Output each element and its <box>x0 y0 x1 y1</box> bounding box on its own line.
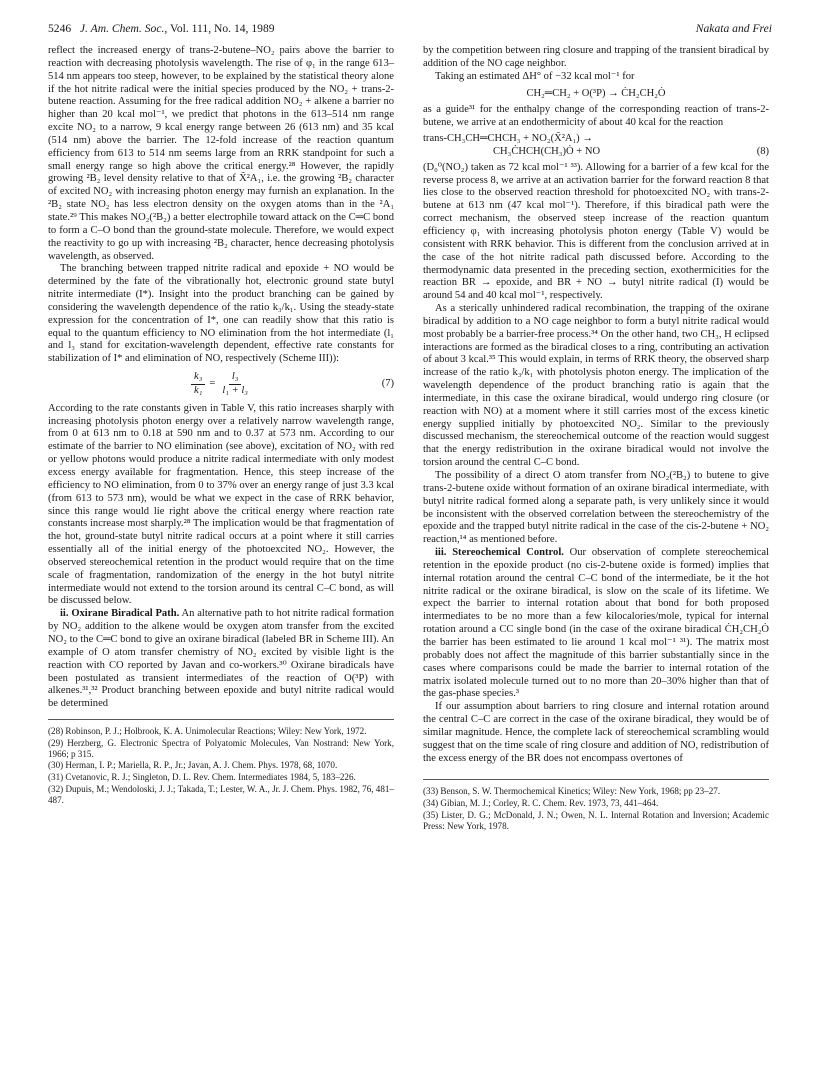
fraction-numerator: k₃ <box>191 371 205 385</box>
fraction-numerator: l₃ <box>229 371 242 385</box>
running-header <box>48 22 772 38</box>
page-number: 5246 <box>48 22 72 35</box>
paragraph: According to the rate constants given in Table V, this ratio increases sharply with increasing photolysis photon energy over a relatively narrow wavelength range, from 0 at 613 nm to 0.18 at 590 nm and to 0.37 at 573 nm. According to our estimate of the barrier to NO elimination (see above), excitation of NO₂ with red or yellow photons would produce a nitrite radical intermediate with only modest excess energy available for fragmentation. Hence, this steep increase of the efficiency to NO elimination, from 0 to 37% over an energy range of just 3.3 kcal (from 613 to 573 nm), would be what we expect in the case of RRK behavior, since this range would lie right above the critical energy where reaction rate constants increase most sharply.²⁸ The implication would be that fragmentation of the hot, ground-state butyl nitrite radical occurs at a point where it still carries essentially all of the initial energy of the photoexcited NO₂. However, the observed stereochemical retention in the product would require that on the time scale of fragmentation, randomization of the energy in the hot butyl nitrite intermediate would not extend to the torsion around its central C–C bond, as will be discussed below. <box>48 402 394 607</box>
fraction-rhs <box>219 371 251 398</box>
equation-8-line2: CH₃ĊHCH(CH₃)Ȯ + NO <box>493 145 601 157</box>
footnote: (29) Herzberg, G. Electronic Spectra of Polyatomic Molecules, Van Nostrand: New York, 1966; p 315. <box>48 737 394 759</box>
section-heading: ii. Oxirane Biradical Path. <box>60 608 180 620</box>
fraction-lhs <box>191 371 205 398</box>
paragraph: The branching between trapped nitrite radical and epoxide + NO would be determined by the fate of the vibrationally hot, electronic ground state butyl nitrite intermediate (I*). Insight into the product branching can be gained by considering the wavelength dependence of the ratio k₃/k₁. Using the steady-state expression for the concentration of I*, one can readily show that this ratio is equal to the quantum efficiency to NO elimination from the hot intermediate (l₁ and l₃ stand for excitation-wavelength dependent, effective rate constants for stabilization of I* and elimination of NO, respectively (Scheme III)): <box>48 263 394 365</box>
equation-8-line1: trans-CH₃CH═CHCH₃ + NO₂(X̃²A₁) → <box>423 133 593 145</box>
paragraph: The possibility of a direct O atom transfer from NO₂(²B₂) to butene to give trans-2-butene oxide without formation of an oxirane biradical intermediate, with butyl nitrite radical formed along a separate path, is very unlikely since it would be inconsistent with the observed correlation between the stereochemistry of the epoxide and the trapped butyl nitrite radical in the case of the cis-2-butene + NO₂ reaction,¹⁴ as mentioned before. <box>423 470 769 546</box>
paragraph <box>48 608 394 711</box>
authors: Nakata and Frei <box>695 22 772 35</box>
paragraph: as a guide³¹ for the enthalpy change of the corresponding reaction of trans-2-butene, we arrive at an endothermicity of about 40 kcal for the reaction <box>423 104 769 129</box>
equation-8-line2-row <box>423 146 769 159</box>
paragraph: by the competition between ring closure and trapping of the transient biradical by addition of the NO cage neighbor. <box>423 45 769 69</box>
paragraph: reflect the increased energy of trans-2-butene–NO₂ pairs above the barrier to reaction with decreasing photolysis wavelength. The rise of φ₁ in the range 613–514 nm appears too steep, however, to be explained by the statistical theory alone if the hot nitrite radical were the initial species produced by the NO₂ + trans-2-butene reaction. Assuming for the free radical addition NO₂ + alkene a barrier no higher than 20 kcal mol⁻¹, we predict that photons in the 613–514 nm range excite NO₂ to a narrow, 9 kcal energy range between 26 (613 nm) and 35 kcal (514 nm) above the barrier. The 12-fold increase of the reaction quantum efficiency from 613 to 514 nm seems large from an RRK standpoint for such a small energy range so high above the critical energy.²⁸ However, the rapidly growing ²B₂ level density relative to that of X̃²A₁, i.e. the growing ²B₂ character of excited NO₂ with increasing photon energy may furnish an explanation. In the ²B₂ state NO₂ has less electron density on the oxygen atoms than in the ²A₁ state.²⁹ This makes NO₂(²B₂) a better electrophile toward attack on the C═C bond to form a C–O bond than the ground-state molecule. Therefore, we would expect the reactivity to go up with increasing ²B₂ character, hence decreasing photolysis wavelength, as observed. <box>48 45 394 262</box>
paragraph: (D₀⁰(NO₂) taken as 72 kcal mol⁻¹ ³³). Allowing for a barrier of a few kcal for the reverse process 8, we arrive at an activation barrier for the forward reaction 8 that lies close to the observed reaction threshold for photoexcited NO₂ with trans-2-butene at 613 nm (47 kcal mol⁻¹). Therefore, if this biradical path were the correct mechanism, the observed steep increase of the reaction quantum efficiency φ₁ with increasing photolysis photon energy (Table V) would be consistent with RRK behavior. This is different from the conclusion arrived at in the case of the hot nitrite radical path discussed before. According to the thermodynamic data presented in the preceding section, exothermicities for the reaction BR → epoxide, and BR + NO → butyl nitrite radical (I) would be around 54 and 40 kcal mol⁻¹, respectively. <box>423 161 769 302</box>
footnotes <box>48 719 394 806</box>
right-column <box>423 45 769 833</box>
footnote: (35) Lister, D. G.; McDonald, J. N.; Owen, N. L. Internal Rotation and Inversion; Academic Press: New York, 1978. <box>423 810 769 831</box>
equals-sign: = <box>209 378 216 390</box>
header-left <box>48 22 275 35</box>
paragraph: If our assumption about barriers to ring closure and internal rotation around the central C–C are correct in the case of the oxirane biradical, they would be of similar magnitude. Hence, the complete lack of stereochemical scrambling would suggest that on the time scale of ring closure and addition of NO, redistribution of the excess energy of the BR does not encompass overtones of <box>423 701 769 764</box>
equation-oxirane: CH₂═CH₂ + O(³P) → ĊH₂CH₂Ȯ <box>526 87 666 99</box>
paragraph-text: Our observation of complete stereochemical retention in the epoxide product (no cis-2-butene oxide is formed) implies that internal rotation around the central C–C bond of the intermediate, be it the hot nitrite radical or the oxirane biradical, is slow on the scale of its lifetime. We expect the barrier to internal rotation about that bond for both proposed intermediates to be no more than a few kilocalories/mole, typical for internal rotation around a CC single bond (in the case of the oxirane biradical ĊH₂CH₂Ȯ the barrier has been estimated to lie around 1 kcal mol⁻¹ ³¹). The matrix most probably does not affect the magnitude of this barrier substantially since in the cases where comparisons could be made the barrier to internal rotation of the matrix isolated molecule turned out to no more than 20–30% higher than that of the gas-phase species.³ <box>423 547 769 700</box>
paragraph-text: An alternative path to hot nitrite radical formation by NO₂ addition to the alkene would be oxygen atom transfer from the excited NO₂ to the C═C bond to give an oxirane biradical (labeled BR in Scheme III). An example of O atom transfer chemistry of NO₂ excited by visible light is the reaction with CO reported by Javan and co-workers.³⁰ Oxirane biradicals have been postulated as transient intermediates of the reaction of O(³P) with alkenes.³¹,³² Product branching between epoxide and butyl nitrite radical would be determined <box>48 608 394 710</box>
footnotes <box>423 779 769 831</box>
journal-name: J. Am. Chem. Soc., <box>79 22 168 35</box>
paragraph: As a sterically unhindered radical recombination, the trapping of the oxirane biradical by addition to a NO cage neighbor to form a butyl nitrite radical would most probably be a barrier-free process.³⁴ On the other hand, two CH₃, H eclipsed interactions are formed as the biradical closes to a ring, contributing an activation of about 3 kcal.³⁵ This would explain, in terms of RRK theory, the observed sharp increase of the ratio k₃/k₁ with photolysis photon energy. The implication of the wavelength dependence of the product branching ratio is again that the intermediate, in this case the oxirane biradical, would undergo ring closure (or reaction with NO) at a moment where it still carries most of the excess kinetic energy supplied initially by photoexcited NO₂. Similar to the previously discussed mechanism, the stereochemical outcome of the reaction would suggest that the energy redistribution in the oxirane biradical would not involve the torsion around the central C–C bond. <box>423 303 769 469</box>
footnote: (33) Benson, S. W. Thermochemical Kinetics; Wiley: New York, 1968; pp 23–27. <box>423 786 721 797</box>
left-column <box>48 45 394 807</box>
fraction-denominator: k₁ <box>194 384 203 396</box>
footnote: (31) Cvetanovic, R. J.; Singleton, D. L. Rev. Chem. Intermediates 1984, 5, 183–226. <box>48 772 356 783</box>
volume-issue: Vol. 111, No. 14, 1989 <box>169 22 275 35</box>
footnote: (34) Gibian, M. J.; Corley, R. C. Chem. Rev. 1973, 73, 441–464. <box>423 798 659 809</box>
footnote: (32) Dupuis, M.; Wendoloski, J. J.; Takada, T.; Lester, W. A., Jr. J. Chem. Phys. 1982, 76, 481–487. <box>48 784 394 805</box>
equation-number: (8) <box>756 145 769 157</box>
section-heading: iii. Stereochemical Control. <box>435 547 564 559</box>
footnote: (30) Herman, I. P.; Mariella, R. P., Jr.; Javan, A. J. Chem. Phys. 1978, 68, 1070. <box>48 760 338 771</box>
footnote: (28) Robinson, P. J.; Holbrook, K. A. Unimolecular Reactions; Wiley: New York, 1972. <box>48 726 367 737</box>
paragraph <box>423 547 769 701</box>
equation-7 <box>48 371 394 398</box>
fraction-denominator: l₁ + l₃ <box>222 384 248 396</box>
paragraph: Taking an estimated ΔH° of −32 kcal mol⁻¹ for <box>435 70 635 82</box>
equation-number: (7) <box>381 378 394 390</box>
